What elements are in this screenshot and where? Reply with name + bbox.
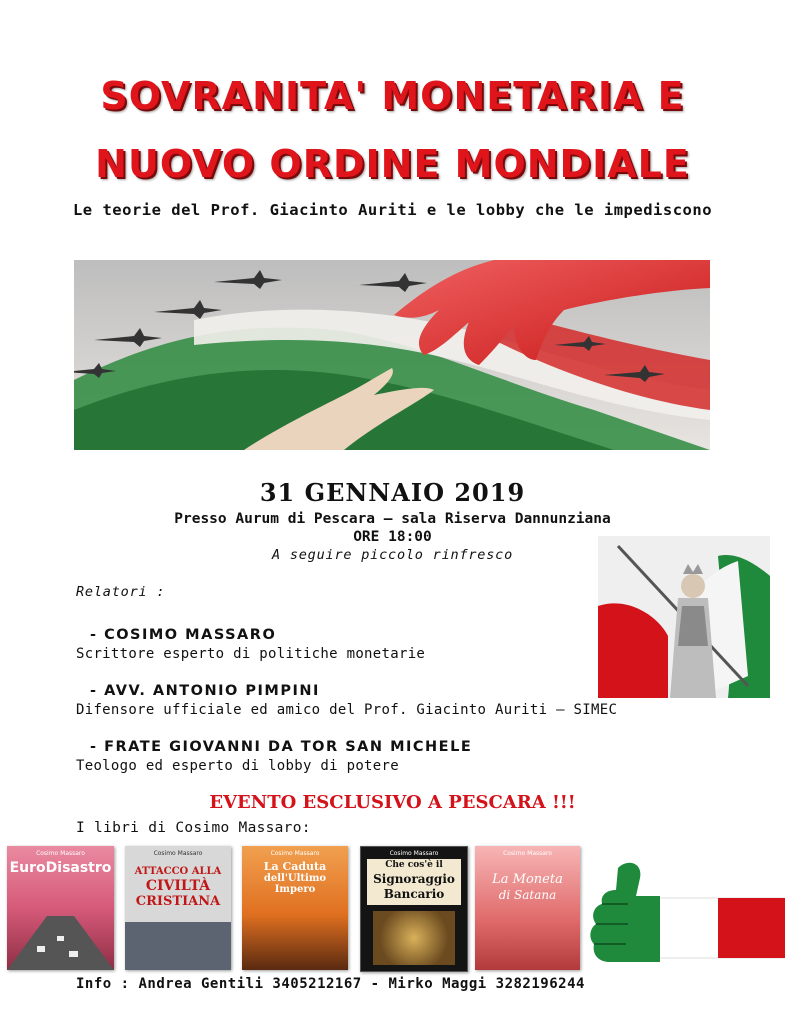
book-eurodisastro [7,846,114,970]
book-signoraggio-bancario [360,846,468,972]
book-la-caduta-dellultimo-impero [242,846,348,970]
books-heading: I libri di Cosimo Massaro: [76,820,311,836]
thumbs-up-icon [588,858,785,970]
event-refreshment: A seguire piccolo rinfresco [271,547,514,563]
event-venue: Presso Aurum di Pescara – sala Riserva Dannunziana [174,511,611,527]
book-1-title: EuroDisastro [9,860,112,876]
event-date: 31 GENNAIO 2019 [259,478,526,507]
exclusive-event-banner: EVENTO ESCLUSIVO A PESCARA !!! [209,792,576,813]
book-2-title-2: CIVILTÀ [145,878,211,894]
book-4-title-1: Che cos'è il [385,860,443,870]
book-2-title-3: CRISTIANA [135,894,221,909]
tricolor-jets-illustration [74,260,710,450]
book-attacco-alla-civilta-cristiana [125,846,231,970]
speaker-2-name: - AVV. ANTONIO PIMPINI [90,683,320,699]
book-5-title-1: La Moneta [492,872,563,887]
book-4-title-2: Signoraggio [373,872,455,886]
speaker-2-description: Difensore ufficiale ed amico del Prof. Giacinto Auriti – SIMEC [76,702,618,718]
book-3-author: Cosimo Massaro [270,850,320,857]
banner-image [74,260,710,450]
speaker-3-description: Teologo ed esperto di lobby di potere [76,758,399,774]
book-3-title-1: La Caduta [263,860,327,873]
book-la-moneta-di-satana [475,846,580,970]
speakers-heading: Relatori : [76,584,166,600]
book-3-title-2: dell'Ultimo Impero [263,873,327,895]
book-5-author: Cosimo Massaro [503,850,552,857]
speaker-3-name: - FRATE GIOVANNI DA TOR SAN MICHELE [90,739,473,755]
italia-allegory-image [598,536,770,698]
speaker-1-name: - COSIMO MASSARO [90,627,277,643]
book-2-title-1: ATTACCO ALLA [134,866,222,877]
book-1-author: Cosimo Massaro [36,850,85,857]
title-line-2: NUOVO ORDINE MONDIALE [95,142,690,186]
book-4-author: Cosimo Massaro [389,850,439,857]
book-5-title-2: di Satana [498,888,557,902]
speaker-1-description: Scrittore esperto di politiche monetarie [76,646,426,662]
book-2-author: Cosimo Massaro [153,850,203,857]
book-4-title-3: Bancario [383,887,445,901]
event-time: ORE 18:00 [353,529,432,545]
subtitle: Le teorie del Prof. Giacinto Auriti e le lobby che le impediscono [72,201,713,219]
contact-info: Info : Andrea Gentili 3405212167 - Mirko Maggi 3282196244 [76,976,585,992]
title-line-1: SOVRANITA' MONETARIA E [100,74,685,118]
